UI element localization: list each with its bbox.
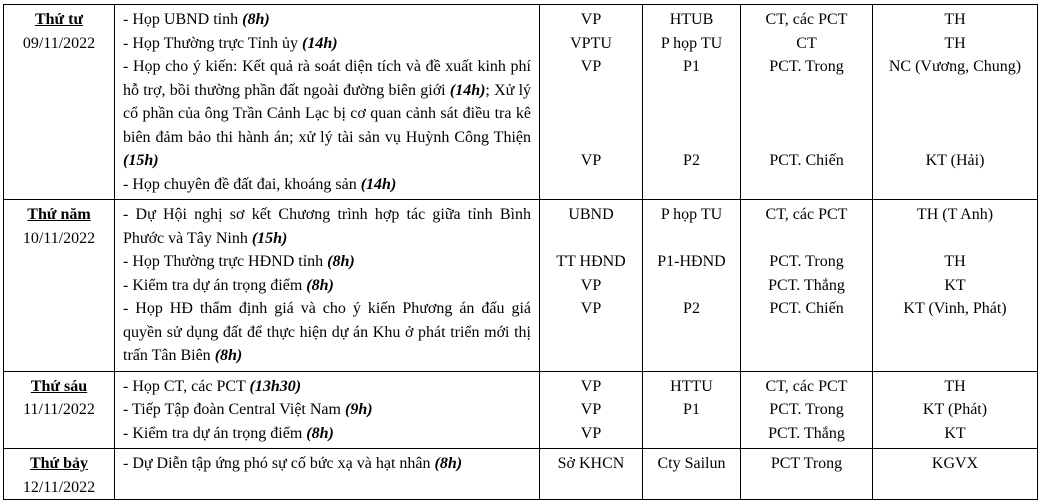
location-cell	[643, 449, 741, 500]
activity-item	[123, 8, 531, 32]
attendees-value: TH (T Anh)	[916, 206, 994, 223]
activity-item	[123, 375, 531, 399]
activity-item	[123, 32, 531, 56]
activity-text: - Họp chuyên đề đất đai, khoáng sản	[123, 175, 357, 193]
activity-item	[123, 55, 531, 173]
day-name: Thứ bảy	[29, 455, 89, 472]
attendees-value: KGVX	[931, 455, 979, 472]
day-cell	[4, 371, 115, 449]
attendees-value: TH	[944, 253, 966, 270]
activity-text: - Kiểm tra dự án trọng điểm	[123, 276, 303, 294]
host-unit-value: VP	[580, 424, 602, 442]
host-unit-cell	[540, 5, 643, 200]
attendees-value: TH	[944, 34, 966, 52]
schedule-table	[3, 4, 1038, 500]
activity-item	[123, 274, 531, 298]
location-value: P họp TU	[660, 206, 723, 223]
activity-time: (8h)	[242, 11, 270, 28]
activity-time: (15h)	[251, 229, 288, 247]
host-unit-value: VPTU	[570, 34, 612, 52]
activity-time: (8h)	[306, 276, 334, 294]
activity-text: - Tiếp Tập đoàn Central Việt Nam	[123, 401, 341, 418]
activity-time: (14h)	[449, 81, 486, 99]
location-cell	[643, 371, 741, 449]
day-date: 12/11/2022	[22, 478, 96, 496]
activity-item	[123, 297, 531, 368]
chair-value: CT	[796, 34, 817, 52]
host-unit-value: VP	[580, 300, 602, 317]
day-date: 10/11/2022	[22, 229, 96, 247]
host-unit-value: VP	[580, 377, 602, 395]
host-unit-value: VP	[580, 58, 602, 75]
chair-cell	[741, 371, 873, 449]
attendees-value: KT (Hải)	[925, 152, 985, 169]
day-row	[4, 449, 1038, 500]
activity-time: (14h)	[360, 175, 397, 193]
attendees-cell	[873, 371, 1038, 449]
day-cell	[4, 5, 115, 200]
chair-value: CT, các PCT	[765, 11, 848, 28]
day-date: 11/11/2022	[23, 401, 95, 418]
chair-value: CT, các PCT	[765, 206, 848, 223]
activity-text: - Họp HĐ thẩm định giá và cho ý kiến Phương án đấu giá quyền sử dụng đất để thực hiện dự án Khu ở phát triển mới thị trấn Tân Biên	[123, 300, 531, 364]
chair-value: PCT. Trong	[769, 401, 844, 418]
host-unit-value: TT HĐND	[556, 253, 626, 270]
attendees-cell	[873, 5, 1038, 200]
day-row	[4, 5, 1038, 200]
day-row	[4, 200, 1038, 372]
attendees-value: KT	[944, 276, 966, 294]
activity-time: (13h30)	[249, 377, 302, 395]
chair-value: CT, các PCT	[765, 377, 848, 395]
day-date: 09/11/2022	[22, 34, 96, 52]
activity-text: - Họp UBND tỉnh	[123, 11, 239, 28]
location-cell	[643, 200, 741, 372]
host-unit-value: Sở KHCN	[557, 455, 625, 472]
chair-value: PCT Trong	[770, 455, 843, 472]
activity-cell	[115, 5, 540, 200]
day-cell	[4, 200, 115, 372]
activity-item	[123, 452, 531, 476]
chair-cell	[741, 449, 873, 500]
activity-time: (8h)	[327, 253, 355, 270]
activity-text: - Họp CT, các PCT	[123, 377, 246, 395]
attendees-value: TH	[944, 11, 966, 28]
activity-time: (14h)	[301, 34, 338, 52]
attendees-cell	[873, 200, 1038, 372]
activity-text: - Họp Thường trực HĐND tỉnh	[123, 253, 324, 270]
location-value	[643, 274, 740, 298]
day-name: Thứ năm	[27, 206, 91, 223]
location-value: P họp TU	[660, 34, 723, 52]
chair-value: PCT. Chiến	[769, 152, 844, 169]
activity-time: (8h)	[434, 455, 463, 472]
activity-item	[123, 173, 531, 197]
host-unit-cell	[540, 449, 643, 500]
chair-value: PCT. Trong	[769, 58, 844, 75]
activity-item	[123, 398, 531, 422]
attendees-value: NC (Vương, Chung)	[888, 58, 1022, 75]
activity-text: - Dự Diễn tập ứng phó sự cố bức xạ và hạt nhân	[123, 455, 431, 472]
chair-cell	[741, 200, 873, 372]
day-row	[4, 371, 1038, 449]
activity-time: (8h)	[214, 347, 243, 364]
day-name: Thứ tư	[34, 11, 84, 28]
activity-cell	[115, 371, 540, 449]
chair-cell	[741, 5, 873, 200]
day-name: Thứ sáu	[30, 377, 88, 395]
activity-item	[123, 203, 531, 250]
activity-time: (9h)	[344, 401, 373, 418]
location-value	[643, 422, 740, 446]
host-unit-cell	[540, 200, 643, 372]
chair-value: PCT. Thắng	[768, 276, 845, 294]
host-unit-value: UBND	[568, 206, 614, 223]
activity-cell	[115, 200, 540, 372]
chair-value: PCT. Trong	[769, 253, 844, 270]
location-value: HTTU	[670, 377, 713, 395]
location-value: P2	[683, 300, 700, 317]
host-unit-value: VP	[580, 276, 602, 294]
attendees-cell	[873, 449, 1038, 500]
host-unit-value: VP	[580, 401, 602, 418]
activity-item	[123, 422, 531, 446]
schedule-body	[4, 5, 1038, 500]
activity-text: - Dự Hội nghị sơ kết Chương trình hợp tác giữa tỉnh Bình Phước và Tây Ninh	[123, 206, 531, 247]
day-cell	[4, 449, 115, 500]
location-value: Cty Sailun	[657, 455, 726, 472]
location-value: P2	[683, 152, 700, 169]
location-value: HTUB	[669, 11, 714, 28]
activity-time: (8h)	[306, 424, 334, 442]
attendees-value: TH	[944, 377, 966, 395]
attendees-value: KT	[944, 424, 966, 442]
activity-time: (15h)	[123, 152, 159, 169]
host-unit-value: VP	[580, 11, 602, 28]
chair-value: PCT. Chiến	[769, 300, 844, 317]
activity-item	[123, 250, 531, 274]
activity-text-continued: ; Xử lý cổ phần của ông Trần Cảnh Lạc bị cơ quan cảnh sát điều tra kê biên đảm bảo thi hành án; xử lý tài sản vụ Huỳnh Công Thiện	[123, 81, 532, 146]
activity-text: - Họp Thường trực Tỉnh ủy	[123, 34, 298, 52]
activity-cell	[115, 449, 540, 500]
activity-text: - Kiểm tra dự án trọng điểm	[123, 424, 303, 442]
activity-text: - Họp cho ý kiến: Kết quả rà soát diện tích và đề xuất kinh phí hỗ trợ, bồi thường phần đất ngoài đường biên giới	[123, 58, 531, 99]
location-value: P1	[683, 401, 700, 418]
host-unit-value: VP	[580, 152, 602, 169]
attendees-value: KT (Vinh, Phát)	[903, 300, 1007, 317]
chair-value: PCT. Thắng	[768, 424, 845, 442]
location-value: P1-HĐND	[657, 253, 726, 270]
host-unit-cell	[540, 371, 643, 449]
location-value: P1	[683, 58, 700, 75]
attendees-value: KT (Phát)	[922, 401, 988, 418]
location-cell	[643, 5, 741, 200]
